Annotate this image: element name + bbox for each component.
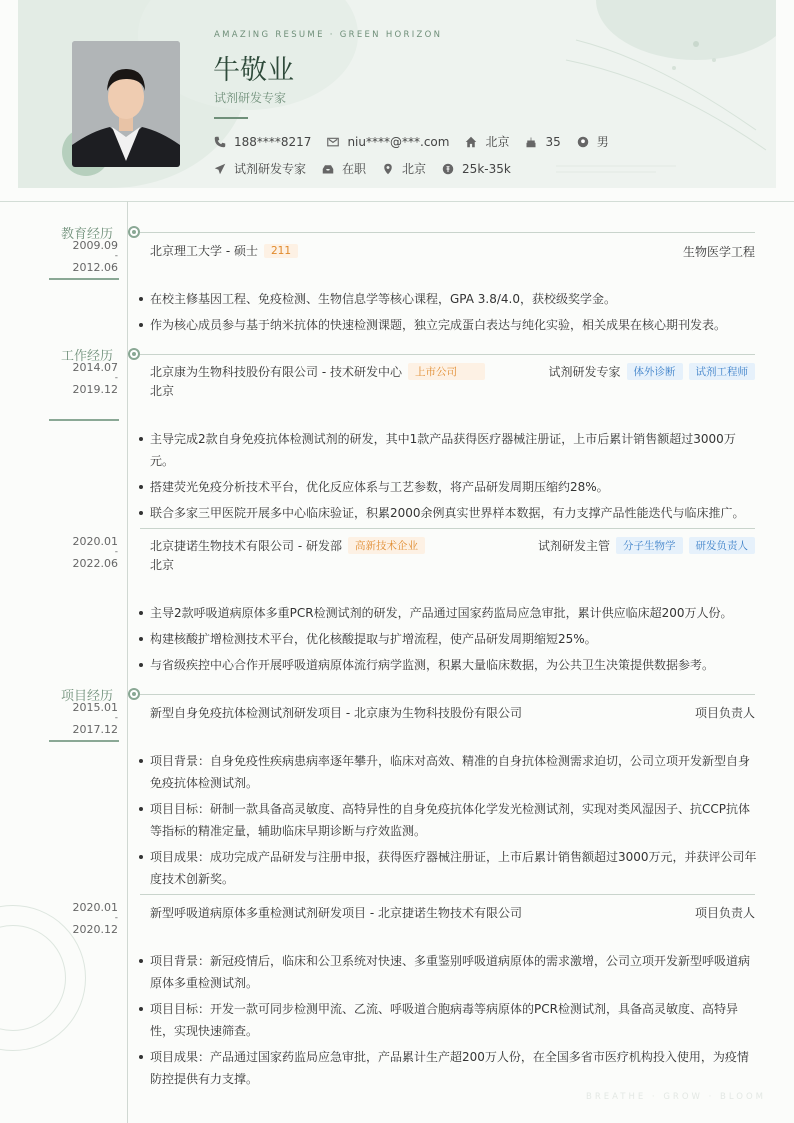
position-text: 试剂研发专家 (548, 365, 621, 379)
date-dash: - (114, 547, 118, 557)
location-pin-icon (382, 163, 394, 175)
list-item: 联合多家三甲医院开展多中心临床验证，积累2000余例真实世界样本数据，有力支撑产品性能迭代与临床推广。 (137, 502, 757, 524)
header-divider (214, 117, 248, 119)
company-tag: 上市公司 (408, 363, 485, 380)
skill-tag: 体外诊断 (627, 363, 683, 380)
work-city: 北京 (150, 384, 175, 398)
end-date: 2012.06 (72, 261, 118, 274)
skill-tag: 研发负责人 (689, 537, 756, 554)
target-city-text: 北京 (402, 162, 427, 176)
age-item (525, 135, 560, 149)
date-dash: - (114, 373, 118, 383)
target-role-item (214, 160, 306, 177)
list-item: 项目成果：成功完成产品研发与注册申报，获得医疗器械注册证，上市后累计销售额超过3000万元，并获评公司年度技术创新奖。 (137, 846, 757, 890)
end-date: 2020.12 (72, 923, 118, 936)
timeline-node (128, 688, 140, 700)
cake-icon (525, 136, 537, 148)
list-item: 构建核酸扩增检测技术平台，优化核酸提取与扩增流程，使产品研发周期缩短25%。 (137, 628, 757, 650)
status-item (322, 160, 366, 177)
start-date: 2015.01 (72, 701, 118, 714)
section-underline (49, 740, 119, 742)
date-dash: - (114, 251, 118, 261)
work-title (150, 537, 425, 554)
end-date: 2022.06 (72, 557, 118, 570)
work-bullets (137, 602, 757, 680)
skill-tag: 分子生物学 (616, 537, 683, 554)
entry-divider (140, 528, 755, 529)
email-item (327, 135, 449, 149)
home-icon (465, 136, 477, 148)
project-role: 项目负责人 (694, 706, 755, 720)
profile-photo (72, 41, 180, 167)
inbox-icon (322, 163, 334, 175)
salary-text: 25k-35k (462, 161, 511, 176)
home-text: 北京 (485, 135, 510, 149)
entry-divider (140, 694, 755, 695)
target-city-item (382, 160, 426, 177)
list-item: 与省级疾控中心合作开展呼吸道病原体流行病学监测，积累大量临床数据，为公共卫生决策提供数据参考。 (137, 654, 757, 676)
work-title (150, 363, 485, 380)
list-item: 项目背景：自身免疫性疾病患病率逐年攀升，临床对高效、精准的自身抗体检测需求迫切，公司立项开发新型自身免疫抗体检测试剂。 (137, 750, 757, 794)
entry-divider (140, 894, 755, 895)
header-line-decoration (556, 0, 776, 188)
project-title: 新型自身免疫抗体检测试剂研发项目 - 北京康为生物科技股份有限公司 (150, 706, 522, 720)
list-item: 主导2款呼吸道病原体多重PCR检测试剂的研发，产品通过国家药监局应急审批，累计供应临床超200万人份。 (137, 602, 757, 624)
entry-divider (140, 354, 755, 355)
project-title: 新型呼吸道病原体多重检测试剂研发项目 - 北京捷诺生物技术有限公司 (150, 906, 522, 920)
education-dates (62, 240, 118, 273)
job-intent-row (214, 160, 527, 177)
list-item: 项目目标：开发一款可同步检测甲流、乙流、呼吸道合胞病毒等病原体的PCR检测试剂，具备高灵敏度、高特异性，实现快速筛查。 (137, 998, 757, 1042)
section-title-education: 教育经历 (61, 227, 114, 242)
gender-item (577, 133, 609, 150)
start-date: 2020.01 (72, 535, 118, 548)
education-title (150, 242, 298, 259)
start-date: 2020.01 (72, 901, 118, 914)
start-date: 2014.07 (72, 361, 118, 374)
list-item: 项目成果：产品通过国家药监局应急审批，产品累计生产超200万人份，在全国多省市医疗机构投入使用，为疫情防控提供有力支撑。 (137, 1046, 757, 1090)
project-bullets (137, 950, 757, 1094)
list-item: 搭建荧光免疫分析技术平台，优化反应体系与工艺参数，将产品研发周期压缩约28%。 (137, 476, 757, 498)
work-dates (62, 362, 118, 395)
work-bullets (137, 428, 757, 528)
project-role: 项目负责人 (694, 906, 755, 920)
school-degree: 北京理工大学 - 硕士 (150, 244, 258, 258)
list-item: 主导完成2款自身免疫抗体检测试剂的研发，其中1款产品获得医疗器械注册证，上市后累计销售额超过3000万元。 (137, 428, 757, 472)
phone-text: 188****8217 (234, 134, 312, 149)
target-role-text: 试剂研发专家 (234, 162, 307, 176)
work-city: 北京 (150, 558, 175, 572)
candidate-name: 牛敬业 (213, 55, 294, 86)
list-item: 项目目标：研制一款具备高灵敏度、高特异性的自身免疫抗体化学发光检测试剂，实现对类风湿因子、抗CCP抗体等指标的精准定量，辅助临床早期诊断与疗效监测。 (137, 798, 757, 842)
work-position (548, 363, 755, 380)
email-text: niu****@***.com (347, 134, 450, 149)
date-dash: - (114, 913, 118, 923)
section-title-projects: 项目经历 (61, 689, 114, 704)
phone-icon (214, 136, 226, 148)
status-text: 在职 (342, 162, 367, 176)
education-bullets (137, 288, 757, 340)
header-separator (0, 201, 794, 202)
coin-icon (442, 163, 454, 175)
salary-item (442, 162, 511, 176)
gender-text: 男 (596, 135, 609, 149)
date-dash: - (114, 713, 118, 723)
entry-divider (140, 232, 755, 233)
candidate-role: 试剂研发专家 (214, 91, 287, 105)
school-tag: 211 (264, 244, 298, 258)
timeline-line (127, 201, 128, 1123)
mail-icon (327, 136, 339, 148)
contact-info-row (214, 133, 625, 150)
work-position (538, 537, 755, 554)
start-date: 2009.09 (72, 239, 118, 252)
home-item (465, 133, 509, 150)
list-item: 作为核心成员参与基于纳米抗体的快速检测课题，独立完成蛋白表达与纯化实验，相关成果在核心期刊发表。 (137, 314, 757, 336)
project-dates (62, 702, 118, 735)
age-text: 35 (545, 134, 561, 149)
section-underline (49, 419, 119, 421)
footer-tagline: BREATHE · GROW · BLOOM (586, 1092, 766, 1102)
list-item: 在校主修基因工程、免疫检测、生物信息学等核心课程，GPA 3.8/4.0，获校级奖学金。 (137, 288, 757, 310)
section-title-work: 工作经历 (61, 349, 114, 364)
phone-item (214, 135, 311, 149)
timeline-node (128, 226, 140, 238)
education-major: 生物医学工程 (682, 245, 755, 259)
skill-tag: 试剂工程师 (689, 363, 756, 380)
company-dept: 北京捷诺生物技术有限公司 - 研发部 (150, 539, 342, 553)
position-text: 试剂研发主管 (537, 539, 610, 553)
gender-icon (577, 136, 589, 148)
timeline-node (128, 348, 140, 360)
work-dates (62, 536, 118, 569)
send-icon (214, 163, 226, 175)
end-date: 2019.12 (72, 383, 118, 396)
header-tagline: AMAZING RESUME · GREEN HORIZON (214, 30, 443, 40)
list-item: 项目背景：新冠疫情后，临床和公卫系统对快速、多重鉴别呼吸道病原体的需求激增，公司立项开发新型呼吸道病原体多重检测试剂。 (137, 950, 757, 994)
end-date: 2017.12 (72, 723, 118, 736)
section-underline (49, 278, 119, 280)
company-dept: 北京康为生物科技股份有限公司 - 技术研发中心 (150, 365, 402, 379)
company-tag: 高新技术企业 (348, 537, 425, 554)
project-dates (62, 902, 118, 935)
project-bullets (137, 750, 757, 894)
